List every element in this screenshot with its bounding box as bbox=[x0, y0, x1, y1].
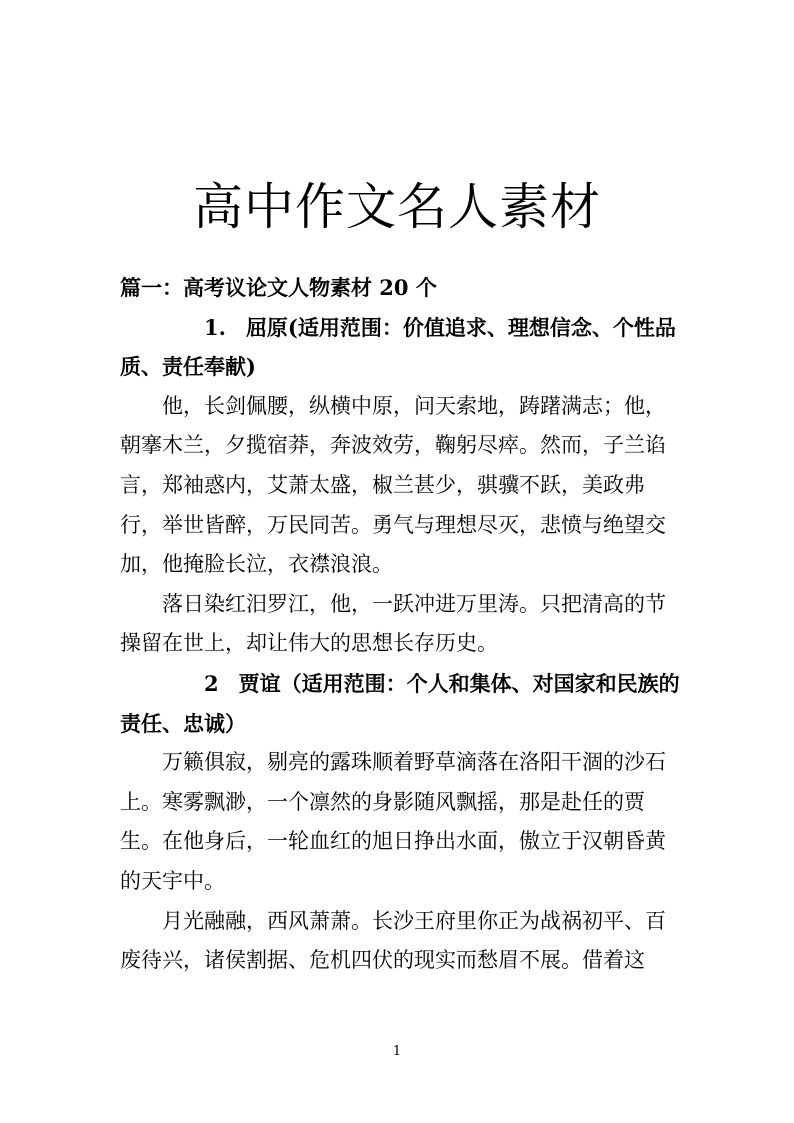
paragraph: 落日染红汨罗江，他，一跃冲进万里涛。只把清高的节操留在世上，却让伟大的思想长存历史。 bbox=[120, 591, 666, 656]
item-heading-text: 屈原(适用范围：价值追求、理想信念、个性品质、责任奉献) bbox=[120, 314, 676, 380]
item-heading-text: 贾谊（适用范围：个人和集体、对国家和民族的责任、忠诚） bbox=[120, 670, 680, 736]
page-number: 1 bbox=[392, 1044, 402, 1059]
paragraph: 月光融融，西风萧萧。长沙王府里你正为战祸初平、百废待兴，诸侯割据、危机四伏的现实而愁眉不展。借着这 bbox=[120, 908, 666, 973]
item-heading-quyuan bbox=[120, 308, 680, 387]
document-body bbox=[120, 268, 680, 981]
section-heading: 篇一：高考议论文人物素材 20 个 bbox=[120, 275, 437, 300]
paragraph: 万籁俱寂，剔亮的露珠顺着野草滴落在洛阳干涸的沙石上。寒雾飘渺，一个凛然的身影随风飘摇，那是赴任的贾生。在他身后，一轮血红的旭日挣出水面，傲立于汉朝昏黄的天宇中。 bbox=[120, 750, 666, 893]
paragraph: 他，长剑佩腰，纵横中原，问天索地，踌躇满志；他，朝搴木兰，夕揽宿莽，奔波效劳，鞠躬尽瘁。然而，子兰谄言，郑袖惑内，艾萧太盛，椒兰甚少，骐骥不跃，美政弗行，举世皆醉，万民同苦。勇气与理想尽灭，悲愤与绝望交加，他掩脸长泣，衣襟浪浪。 bbox=[120, 393, 666, 577]
item-number: 1. bbox=[204, 314, 226, 340]
item-number: 2 bbox=[204, 670, 219, 696]
item-heading-jiayi bbox=[120, 664, 680, 743]
document-title: 高中作文名人素材 bbox=[193, 177, 601, 236]
